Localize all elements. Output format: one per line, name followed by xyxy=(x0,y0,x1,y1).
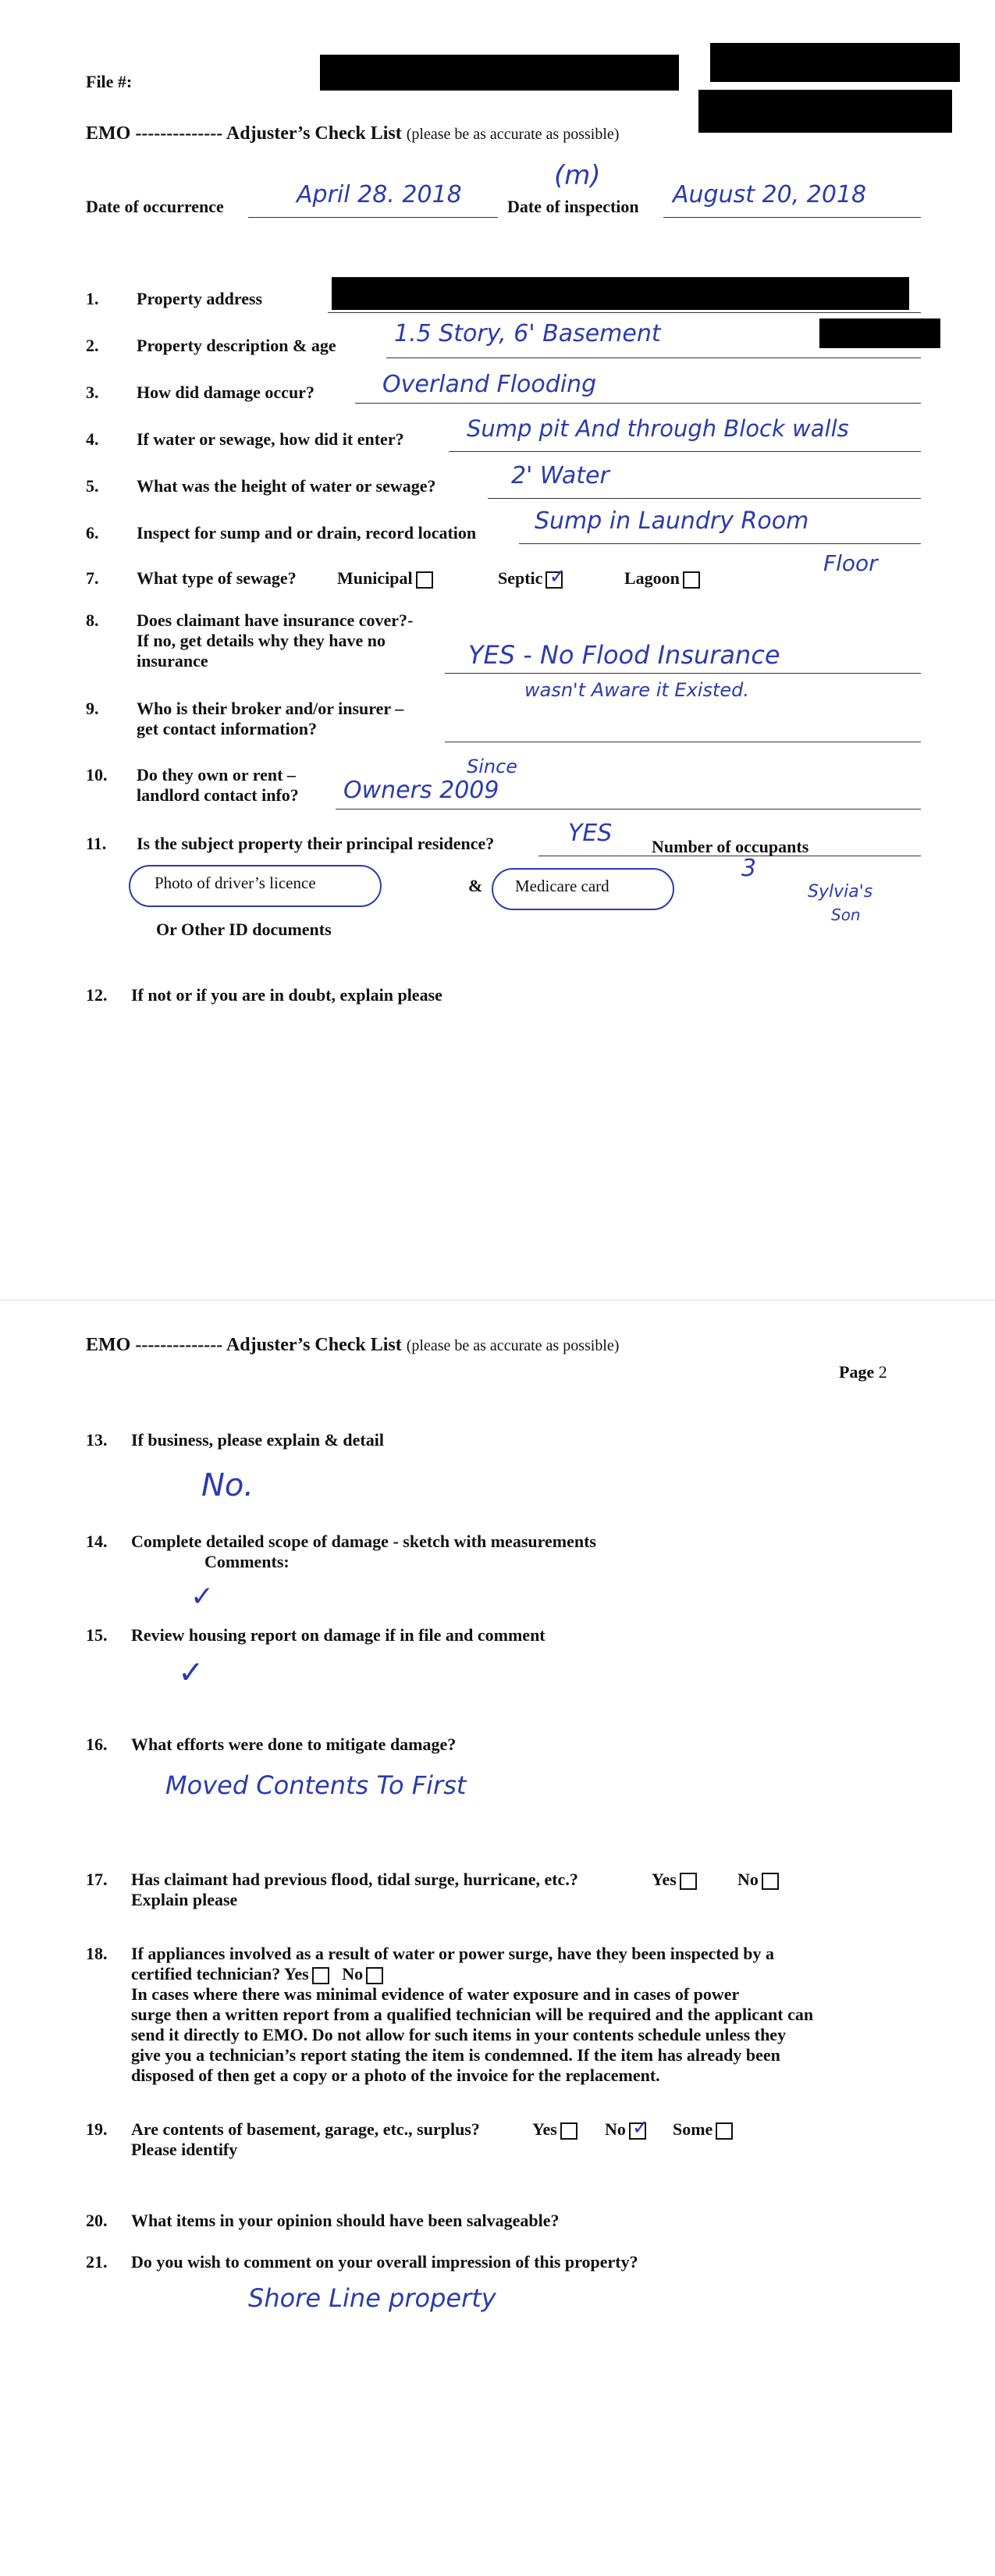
q17-no-option[interactable] xyxy=(737,1870,779,1890)
q17-no-checkbox[interactable] xyxy=(762,1873,779,1890)
q19-some-option[interactable] xyxy=(673,2119,733,2140)
q18-para-1: In cases where there was minimal evidence of water exposure and in cases of power xyxy=(131,1984,740,2004)
q15-check-icon: ✓ xyxy=(178,1655,204,1691)
q4-number: 4. xyxy=(86,429,99,449)
q12-label: If not or if you are in doubt, explain please xyxy=(131,985,442,1005)
occupants-note-line2: Son xyxy=(831,906,861,924)
q9-number: 9. xyxy=(86,699,99,718)
q10-number: 10. xyxy=(86,765,108,785)
q18-yes-checkbox[interactable] xyxy=(312,1967,329,1984)
q12-number: 12. xyxy=(86,985,108,1005)
q21-answer: Shore Line property xyxy=(248,2283,496,2313)
q6-number: 6. xyxy=(86,523,99,543)
q4-answer: Sump pit And through Block walls xyxy=(467,415,849,442)
license-label: Photo of driver’s licence xyxy=(155,873,316,892)
page2-title-note: (please be as accurate as possible) xyxy=(406,1337,620,1354)
redaction-block xyxy=(698,90,952,133)
page-num: 2 xyxy=(878,1362,887,1382)
q2-label: Property description & age xyxy=(137,336,336,355)
septic-checkbox[interactable] xyxy=(545,564,567,589)
q14-check-icon: ✓ xyxy=(190,1581,215,1613)
q16-answer: Moved Contents To First xyxy=(165,1770,467,1800)
q14-sub: Comments: xyxy=(204,1552,290,1571)
page2-title xyxy=(86,1335,619,1356)
q19-number: 19. xyxy=(86,2119,108,2139)
q8-answer: YES - No Flood Insurance xyxy=(468,640,780,670)
q11-answer: YES xyxy=(568,820,613,847)
q6-answer-extra: Floor xyxy=(823,550,878,576)
sewage-septic-option[interactable] xyxy=(498,564,567,589)
q13-answer: No. xyxy=(201,1468,254,1503)
q18-para-3: send it directly to EMO. Do not allow for such items in your contents schedule unless they xyxy=(131,2025,787,2044)
q15-number: 15. xyxy=(86,1625,108,1645)
q10-answer-top: Since xyxy=(467,756,518,777)
q14-label: Complete detailed scope of damage - sketch with measurements xyxy=(131,1532,596,1551)
q5-label: What was the height of water or sewage? xyxy=(137,476,436,496)
q19-yes-label: Yes xyxy=(532,2119,557,2139)
check-mark-icon: ✓ xyxy=(549,564,567,589)
redaction-block xyxy=(710,43,960,82)
q18-number: 18. xyxy=(86,1944,108,1963)
municipal-checkbox[interactable] xyxy=(416,571,433,589)
q18-line2 xyxy=(131,1964,383,1984)
date-inspection-label: Date of inspection xyxy=(507,197,639,216)
inspection-mark: (m) xyxy=(554,160,601,191)
q8-label-line3: insurance xyxy=(137,651,208,671)
q13-number: 13. xyxy=(86,1430,108,1450)
page2-title-main: EMO -------------- Adjuster’s Check List xyxy=(86,1335,402,1355)
q21-number: 21. xyxy=(86,2252,108,2272)
q3-number: 3. xyxy=(86,382,99,402)
sewage-lagoon-option[interactable] xyxy=(624,568,700,589)
q6-answer: Sump in Laundry Room xyxy=(535,507,809,535)
q19-some-label: Some xyxy=(673,2119,713,2139)
page-label: Page xyxy=(839,1362,875,1382)
page-number xyxy=(839,1362,887,1382)
q18-yes-label: Yes xyxy=(283,1964,309,1984)
q11-label: Is the subject property their principal residence? xyxy=(137,834,495,853)
q9-label-line2: get contact information? xyxy=(137,719,317,738)
q14-number: 14. xyxy=(86,1532,108,1551)
q19-yes-checkbox[interactable] xyxy=(560,2122,577,2140)
q16-number: 16. xyxy=(86,1735,108,1754)
title-main: EMO -------------- Adjuster’s Check List xyxy=(86,123,402,144)
q20-label: What items in your opinion should have been salvageable? xyxy=(131,2211,560,2230)
q19-no-option[interactable] xyxy=(605,2115,649,2140)
q20-number: 20. xyxy=(86,2211,108,2230)
q17-yes-option[interactable] xyxy=(652,1870,697,1890)
file-label: File #: xyxy=(86,72,133,91)
q6-label: Inspect for sump and or drain, record location xyxy=(137,523,477,543)
q19-yes-option[interactable] xyxy=(532,2119,577,2140)
q18-para-5: disposed of then get a copy or a photo of the invoice for the replacement. xyxy=(131,2065,660,2085)
q16-label: What efforts were done to mitigate damage? xyxy=(131,1735,457,1754)
lagoon-checkbox[interactable] xyxy=(683,571,700,589)
q9-label: Who is their broker and/or insurer – xyxy=(137,699,404,718)
q1-number: 1. xyxy=(86,289,99,308)
q7-label: What type of sewage? xyxy=(137,568,297,588)
sewage-municipal-option[interactable] xyxy=(337,568,433,589)
q17-yes-label: Yes xyxy=(652,1870,677,1889)
q7-number: 7. xyxy=(86,568,99,588)
date-occurrence-label: Date of occurrence xyxy=(86,197,224,216)
q18-line1: If appliances involved as a result of water or power surge, have they been inspected by a xyxy=(131,1944,774,1963)
q18-line2-text: certified technician? xyxy=(131,1964,281,1984)
septic-label: Septic xyxy=(498,568,543,588)
amp: & xyxy=(468,876,483,895)
q18-para-4: give you a technician’s report stating the item is condemned. If the item has already been xyxy=(131,2045,780,2065)
q8-number: 8. xyxy=(86,610,99,630)
occupants-note: Sylvia's xyxy=(808,882,873,902)
q10-label: Do they own or rent – xyxy=(137,765,296,785)
other-id-label: Or Other ID documents xyxy=(156,920,332,939)
q8-answer-extra: wasn't Aware it Existed. xyxy=(524,679,749,701)
occupants-label: Number of occupants xyxy=(652,837,809,856)
q18-para-2: surge then a written report from a qualified technician will be required and the applicant can xyxy=(131,2005,814,2024)
q2-answer: 1.5 Story, 6' Basement xyxy=(394,320,661,347)
redaction-block xyxy=(332,277,909,310)
date-occurrence-value: April 28. 2018 xyxy=(297,181,462,208)
q17-yes-checkbox[interactable] xyxy=(680,1873,697,1890)
q17-number: 17. xyxy=(86,1870,108,1889)
medicare-label: Medicare card xyxy=(515,877,609,895)
q18-no-checkbox[interactable] xyxy=(366,1967,383,1984)
q11-number: 11. xyxy=(86,834,107,853)
q19-no-checkbox[interactable] xyxy=(629,2115,649,2140)
check-mark-icon: ✓ xyxy=(631,2115,649,2140)
q8-label: Does claimant have insurance cover?- xyxy=(137,610,414,630)
q8-label-line2: If no, get details why they have no xyxy=(137,631,386,650)
q5-answer: 2' Water xyxy=(511,462,609,489)
q19-no-label: No xyxy=(605,2119,626,2139)
date-inspection-value: August 20, 2018 xyxy=(673,181,867,208)
q3-label: How did damage occur? xyxy=(137,382,314,402)
q19-sub: Please identify xyxy=(131,2140,238,2159)
q1-label: Property address xyxy=(137,289,263,308)
occupants-count: 3 xyxy=(741,855,757,882)
page-title xyxy=(86,123,619,144)
q18-no-label: No xyxy=(342,1964,364,1984)
redaction-block xyxy=(320,55,679,91)
q21-label: Do you wish to comment on your overall impression of this property? xyxy=(131,2252,638,2272)
q3-answer: Overland Flooding xyxy=(382,371,597,398)
q4-label: If water or sewage, how did it enter? xyxy=(137,429,404,449)
lagoon-label: Lagoon xyxy=(624,568,680,588)
q17-label: Has claimant had previous flood, tidal surge, hurricane, etc.? xyxy=(131,1870,578,1889)
q10-answer: Owners 2009 xyxy=(343,777,499,804)
q17-sub: Explain please xyxy=(131,1890,238,1909)
q5-number: 5. xyxy=(86,476,99,496)
q10-label-line2: landlord contact info? xyxy=(137,785,299,805)
q19-label: Are contents of basement, garage, etc., surplus? xyxy=(131,2119,480,2139)
q17-no-label: No xyxy=(737,1870,759,1889)
q15-label: Review housing report on damage if in file and comment xyxy=(131,1625,545,1645)
q13-label: If business, please explain & detail xyxy=(131,1430,384,1450)
q19-some-checkbox[interactable] xyxy=(716,2122,733,2140)
redaction-block xyxy=(819,318,940,348)
q2-number: 2. xyxy=(86,336,99,355)
municipal-label: Municipal xyxy=(337,568,413,588)
title-note: (please be as accurate as possible) xyxy=(406,126,620,143)
